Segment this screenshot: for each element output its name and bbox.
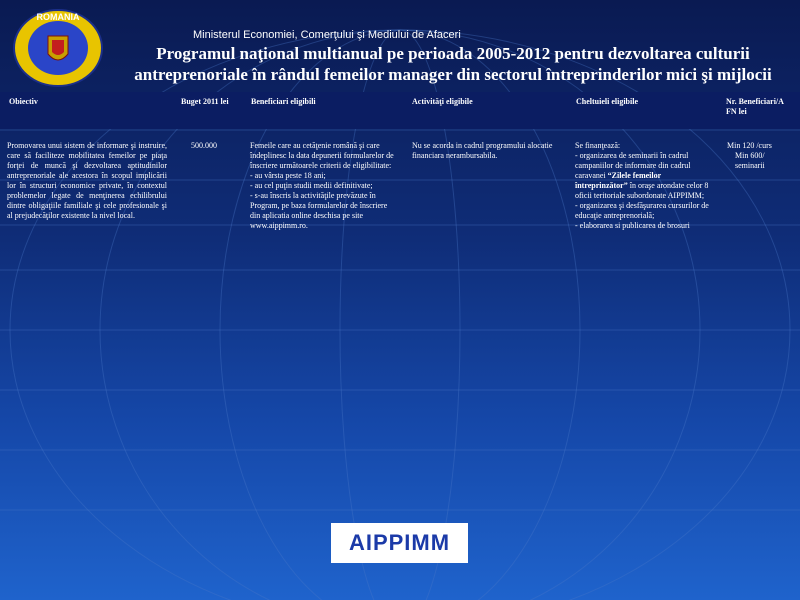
- cell-obiectiv: Promovarea unui sistem de informare şi instruire, care să faciliteze mobilitatea femeilor pe piaţa forţei de muncă şi dezvoltarea aptitudinilor antreprenoriale ale acestora în scopul implicării lor în structuri economice private, în contextul problemelor legate de menţinerea echilibrului dintre obligaţiile familiale şi cele profesionale şi al prejudecăţilor existente la nivel local.: [7, 141, 167, 220]
- ministry-name: Ministerul Economiei, Comerţului şi Mediului de Afaceri: [193, 29, 461, 41]
- cell-cheltuieli: [575, 141, 710, 231]
- romania-coat-of-arms-logo: [10, 6, 106, 90]
- cell-beneficiari: [250, 141, 395, 231]
- cell-activitati: Nu se acorda in cadrul programului alocatie financiara nerambursabila.: [412, 141, 553, 160]
- beneficiari-line: Femeile care au cetăţenie română şi care îndeplinesc la data depunerii formularelor de înscriere următoarele criterii de eligibilitate:: [250, 141, 394, 170]
- cheltuieli-text: - organizarea de seminarii în cadrul campaniilor de informare din cadrul caravanei: [575, 151, 691, 180]
- cheltuieli-item: - elaborarea si publicarea de brosuri: [575, 221, 690, 230]
- cheltuieli-intro: Se finanţează:: [575, 141, 621, 150]
- svg-text:ROMANIA: ROMANIA: [36, 12, 80, 22]
- cheltuieli-item: - organizarea şi desfăşurarea cursurilor de educaţie antreprenorială;: [575, 201, 709, 220]
- title-line-2: antreprenoriale în rândul femeilor manager din sectorul întreprinderilor mici şi mijlocii: [134, 65, 772, 84]
- aippimm-logo-text: AIPPIMM: [348, 530, 451, 555]
- col-header-buget: Buget 2011 lei: [181, 97, 229, 106]
- col-header-nr-beneficiari: Nr. Beneficiari/A FN lei: [726, 97, 784, 116]
- cheltuieli-text: în oraşe arondate celor 8 oficii teritoriale subordonate AIPPIMM;: [575, 181, 709, 200]
- nr-line: Min 600/: [735, 151, 765, 160]
- cheltuieli-campaign-name: “Zilele femeilor întreprinzător”: [575, 171, 662, 190]
- col-header-obiectiv: Obiectiv: [9, 97, 38, 106]
- nr-line: Min 120 /curs: [727, 141, 772, 150]
- page-title: [108, 43, 798, 85]
- col-header-activitati: Activităţi eligibile: [412, 97, 473, 106]
- beneficiari-line: - au cel puţin studii medii definitivate;: [250, 181, 373, 190]
- cell-nr-beneficiari: [727, 141, 789, 171]
- nr-line: seminarii: [735, 161, 765, 170]
- col-header-beneficiari: Beneficiari eligibili: [251, 97, 316, 106]
- cell-buget: 500.000: [191, 141, 217, 150]
- cheltuieli-item: [575, 151, 710, 201]
- col-header-cheltuieli: Cheltuieli eligibile: [576, 97, 638, 106]
- beneficiari-line: - s-au înscris la activităţile prevăzute în Program, pe baza formularelor de înscriere din aplicatia online deschisa pe site www.aippimm.ro.: [250, 191, 388, 230]
- title-line-1: Programul naţional multianual pe perioada 2005-2012 pentru dezvoltarea culturii: [156, 44, 750, 63]
- beneficiari-line: - au vârsta peste 18 ani;: [250, 171, 326, 180]
- aippimm-logo: [331, 523, 468, 563]
